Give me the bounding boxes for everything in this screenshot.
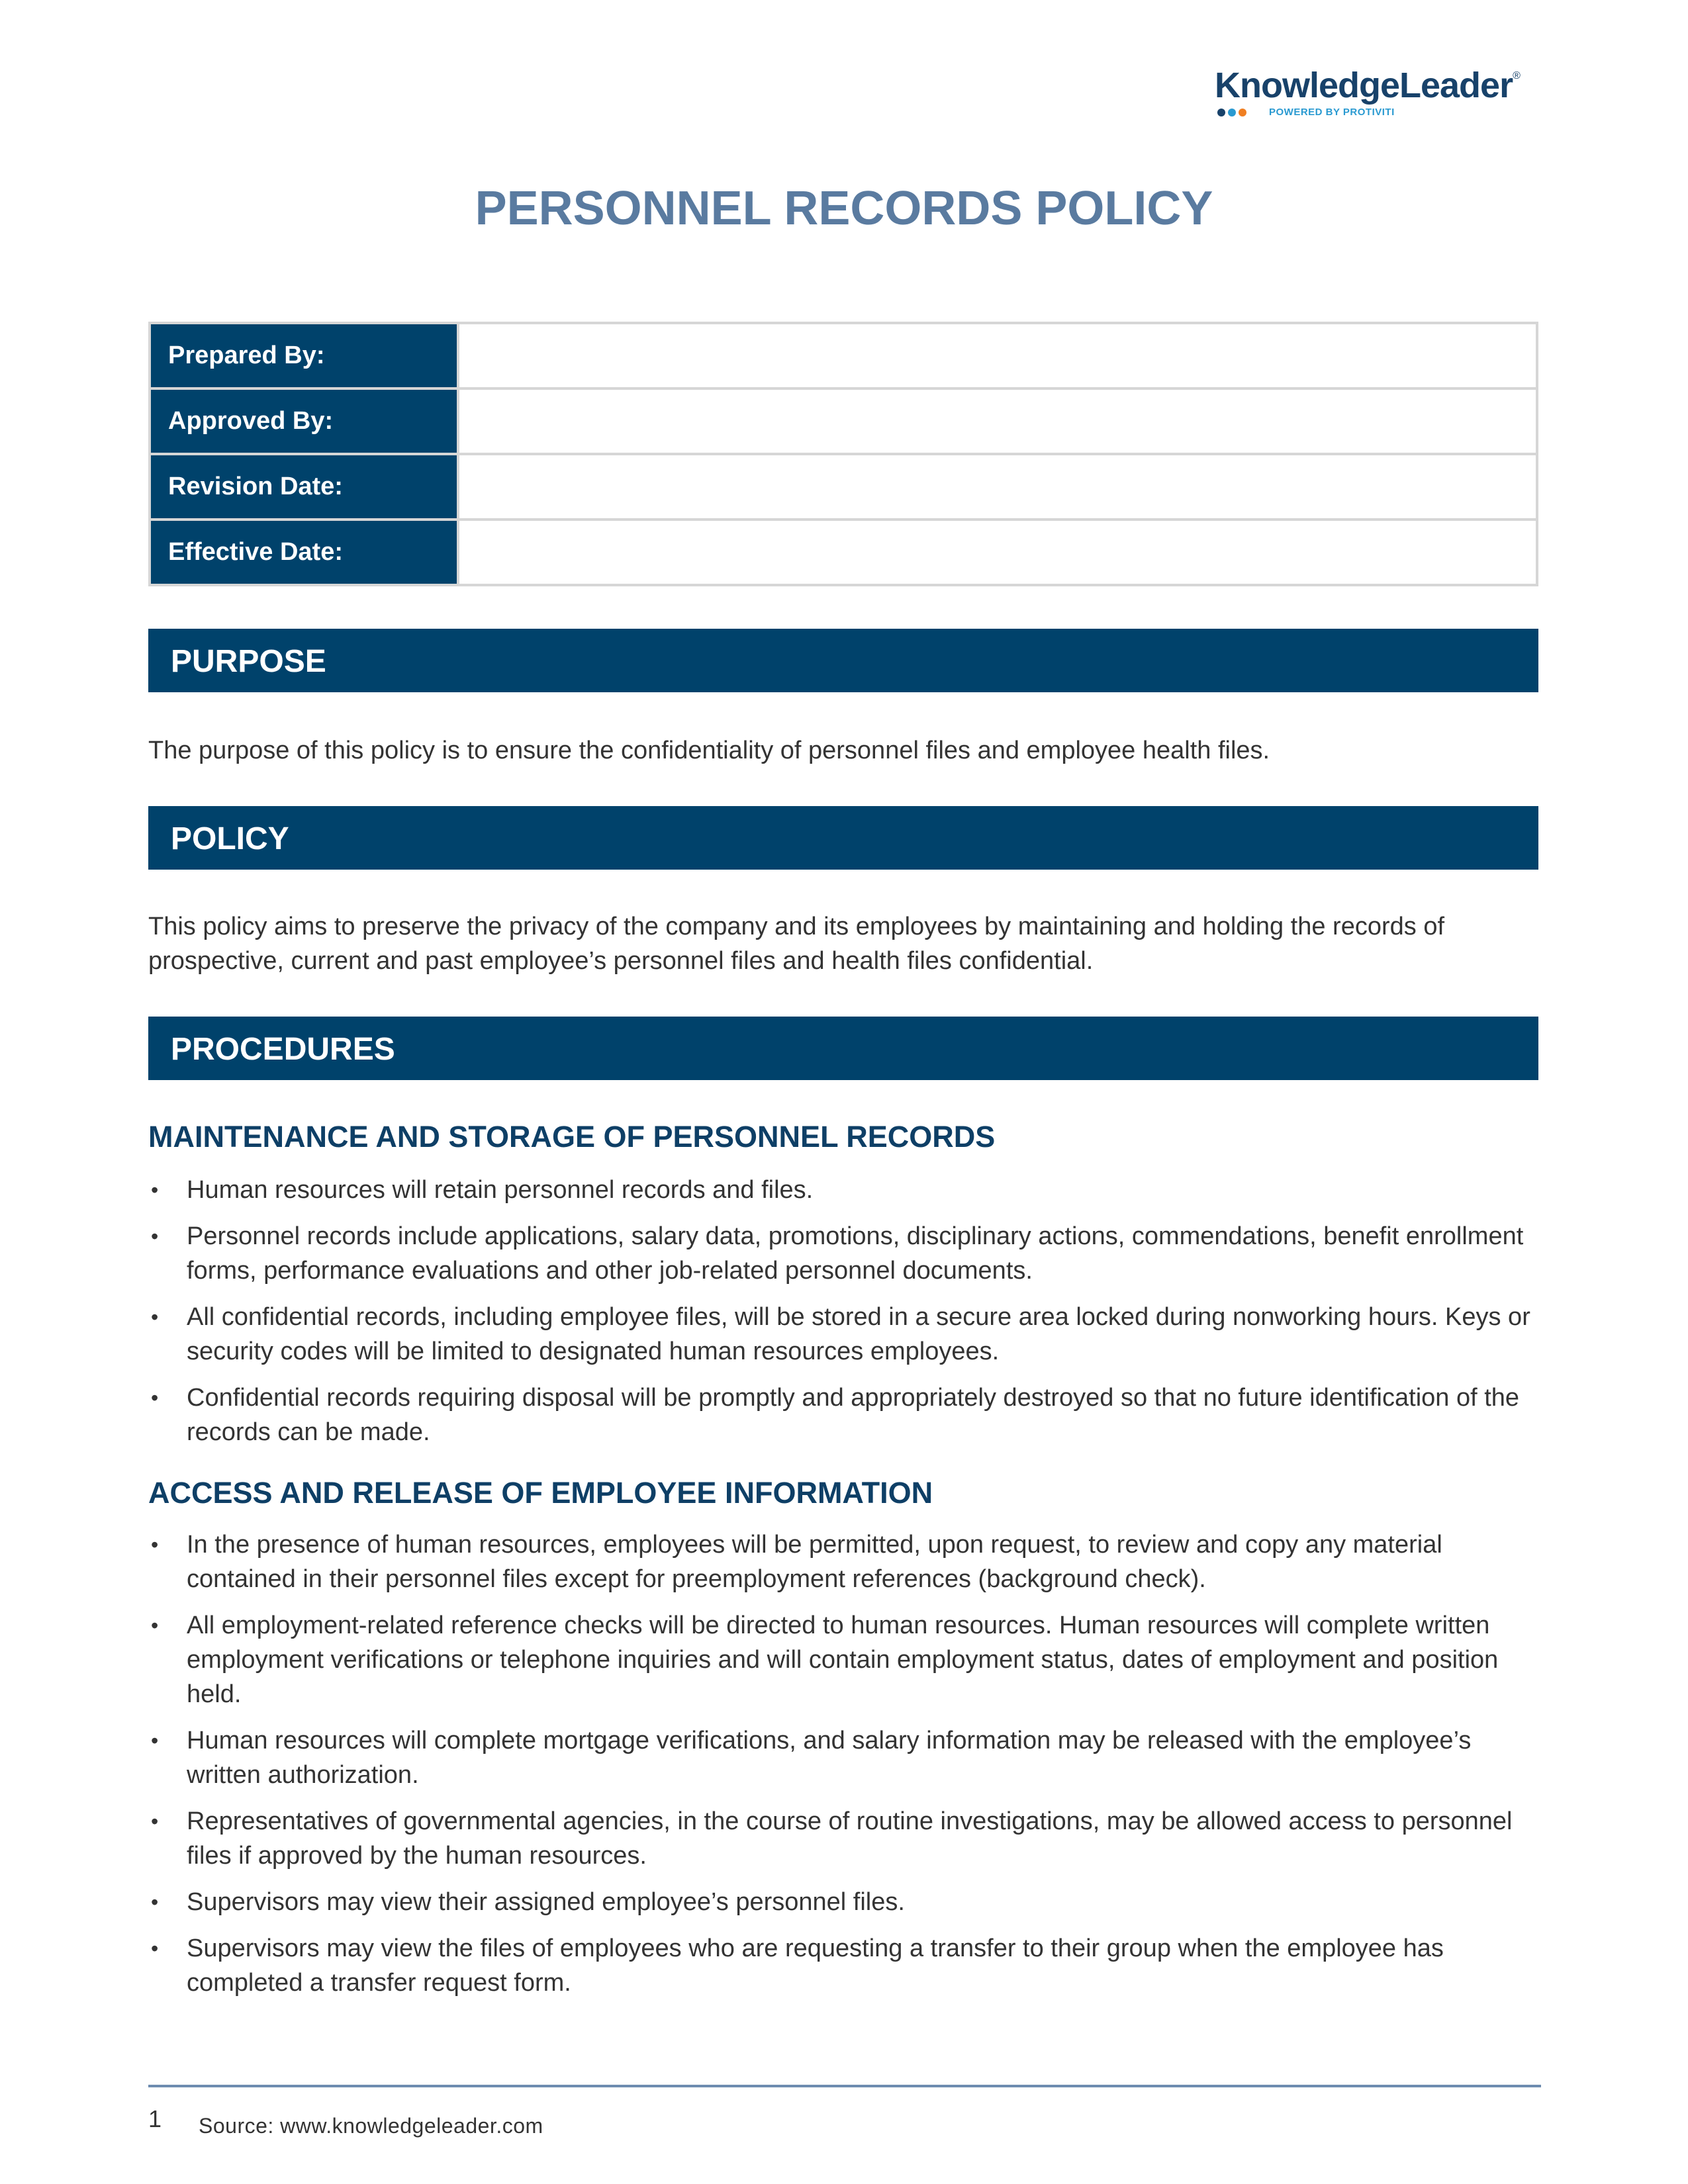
list-item: • Human resources will retain personnel records and files.: [148, 1173, 1545, 1207]
table-row: [150, 454, 1537, 520]
access-list: [148, 1527, 1545, 2012]
access-subheading: ACCESS AND RELEASE OF EMPLOYEE INFORMATION: [148, 1476, 933, 1510]
list-item: • Representatives of governmental agencies, in the course of routine investigations, may be allowed access to personnel files if approved by the human resources.: [148, 1804, 1545, 1873]
revision-date-label: Revision Date:: [150, 454, 458, 520]
logo-powered-by: POWERED BY PROTIVITI: [1269, 107, 1395, 118]
knowledgeleader-logo: [1215, 53, 1532, 126]
purpose-text: The purpose of this policy is to ensure the confidentiality of personnel files and employee health files.: [148, 737, 1270, 764]
bullet-icon: •: [151, 1729, 159, 1752]
prepared-by-label: Prepared By:: [150, 323, 458, 388]
bullet-icon: •: [151, 1936, 159, 1960]
list-item: • In the presence of human resources, employees will be permitted, upon request, to review and copy any material contained in their personnel files except for preemployment references (background check).: [148, 1527, 1545, 1596]
bullet-icon: •: [151, 1305, 159, 1329]
bullet-icon: •: [151, 1809, 159, 1833]
approved-by-label: Approved By:: [150, 388, 458, 454]
policy-text: This policy aims to preserve the privacy of the company and its employees by maintaining and holding the records of prospective, current and past employee’s personnel files and health files confidential.: [148, 913, 1445, 975]
revision-date-value: [458, 454, 1537, 520]
logo-wordmark: KnowledgeLeader®: [1215, 66, 1520, 105]
table-row: [150, 323, 1537, 388]
maintenance-subheading: MAINTENANCE AND STORAGE OF PERSONNEL RECORDS: [148, 1120, 996, 1154]
bullet-icon: •: [151, 1890, 159, 1914]
bullet-icon: •: [151, 1614, 159, 1637]
list-item: • Personnel records include applications, salary data, promotions, disciplinary actions, commendations, benefit enrollment forms, performance evaluations and other job-related personnel documents.: [148, 1219, 1545, 1288]
page-number: 1: [148, 2105, 162, 2132]
logo-dot-blue: [1228, 109, 1236, 116]
purpose-heading: PURPOSE: [148, 629, 1538, 692]
bullet-icon: •: [151, 1178, 159, 1202]
procedures-heading: PROCEDURES: [148, 1017, 1538, 1080]
page-title: PERSONNEL RECORDS POLICY: [475, 182, 1213, 235]
prepared-by-value: [458, 323, 1537, 388]
document-info-table: [148, 322, 1538, 586]
logo-dot-navy: [1217, 109, 1225, 116]
bullet-icon: •: [151, 1224, 159, 1248]
bullet-icon: •: [151, 1386, 159, 1410]
footer-source: Source: www.knowledgeleader.com: [199, 2114, 543, 2138]
list-item: • Supervisors may view their assigned employee’s personnel files.: [148, 1885, 1545, 1919]
list-item: • All employment-related reference checks will be directed to human resources. Human resources will complete written employment verifications or telephone inquiries and will contain employment status, dates of employment and position held.: [148, 1608, 1545, 1711]
effective-date-label: Effective Date:: [150, 520, 458, 585]
approved-by-value: [458, 388, 1537, 454]
policy-heading: POLICY: [148, 806, 1538, 870]
list-item: • All confidential records, including employee files, will be stored in a secure area locked during nonworking hours. Keys or security codes will be limited to designated human resources employees.: [148, 1300, 1545, 1369]
logo-dot-orange: [1239, 109, 1246, 116]
maintenance-list: [148, 1173, 1545, 1461]
list-item: • Supervisors may view the files of employees who are requesting a transfer to their group when the employee has completed a transfer request form.: [148, 1931, 1545, 2000]
table-row: [150, 388, 1537, 454]
bullet-icon: •: [151, 1533, 159, 1557]
list-item: • Human resources will complete mortgage verifications, and salary information may be released with the employee’s written authorization.: [148, 1723, 1545, 1792]
list-item: • Confidential records requiring disposal will be promptly and appropriately destroyed so that no future identification of the records can be made.: [148, 1381, 1545, 1449]
logo-dots-icon: [1217, 109, 1246, 116]
effective-date-value: [458, 520, 1537, 585]
table-row: [150, 520, 1537, 585]
footer-divider: [148, 2085, 1541, 2087]
